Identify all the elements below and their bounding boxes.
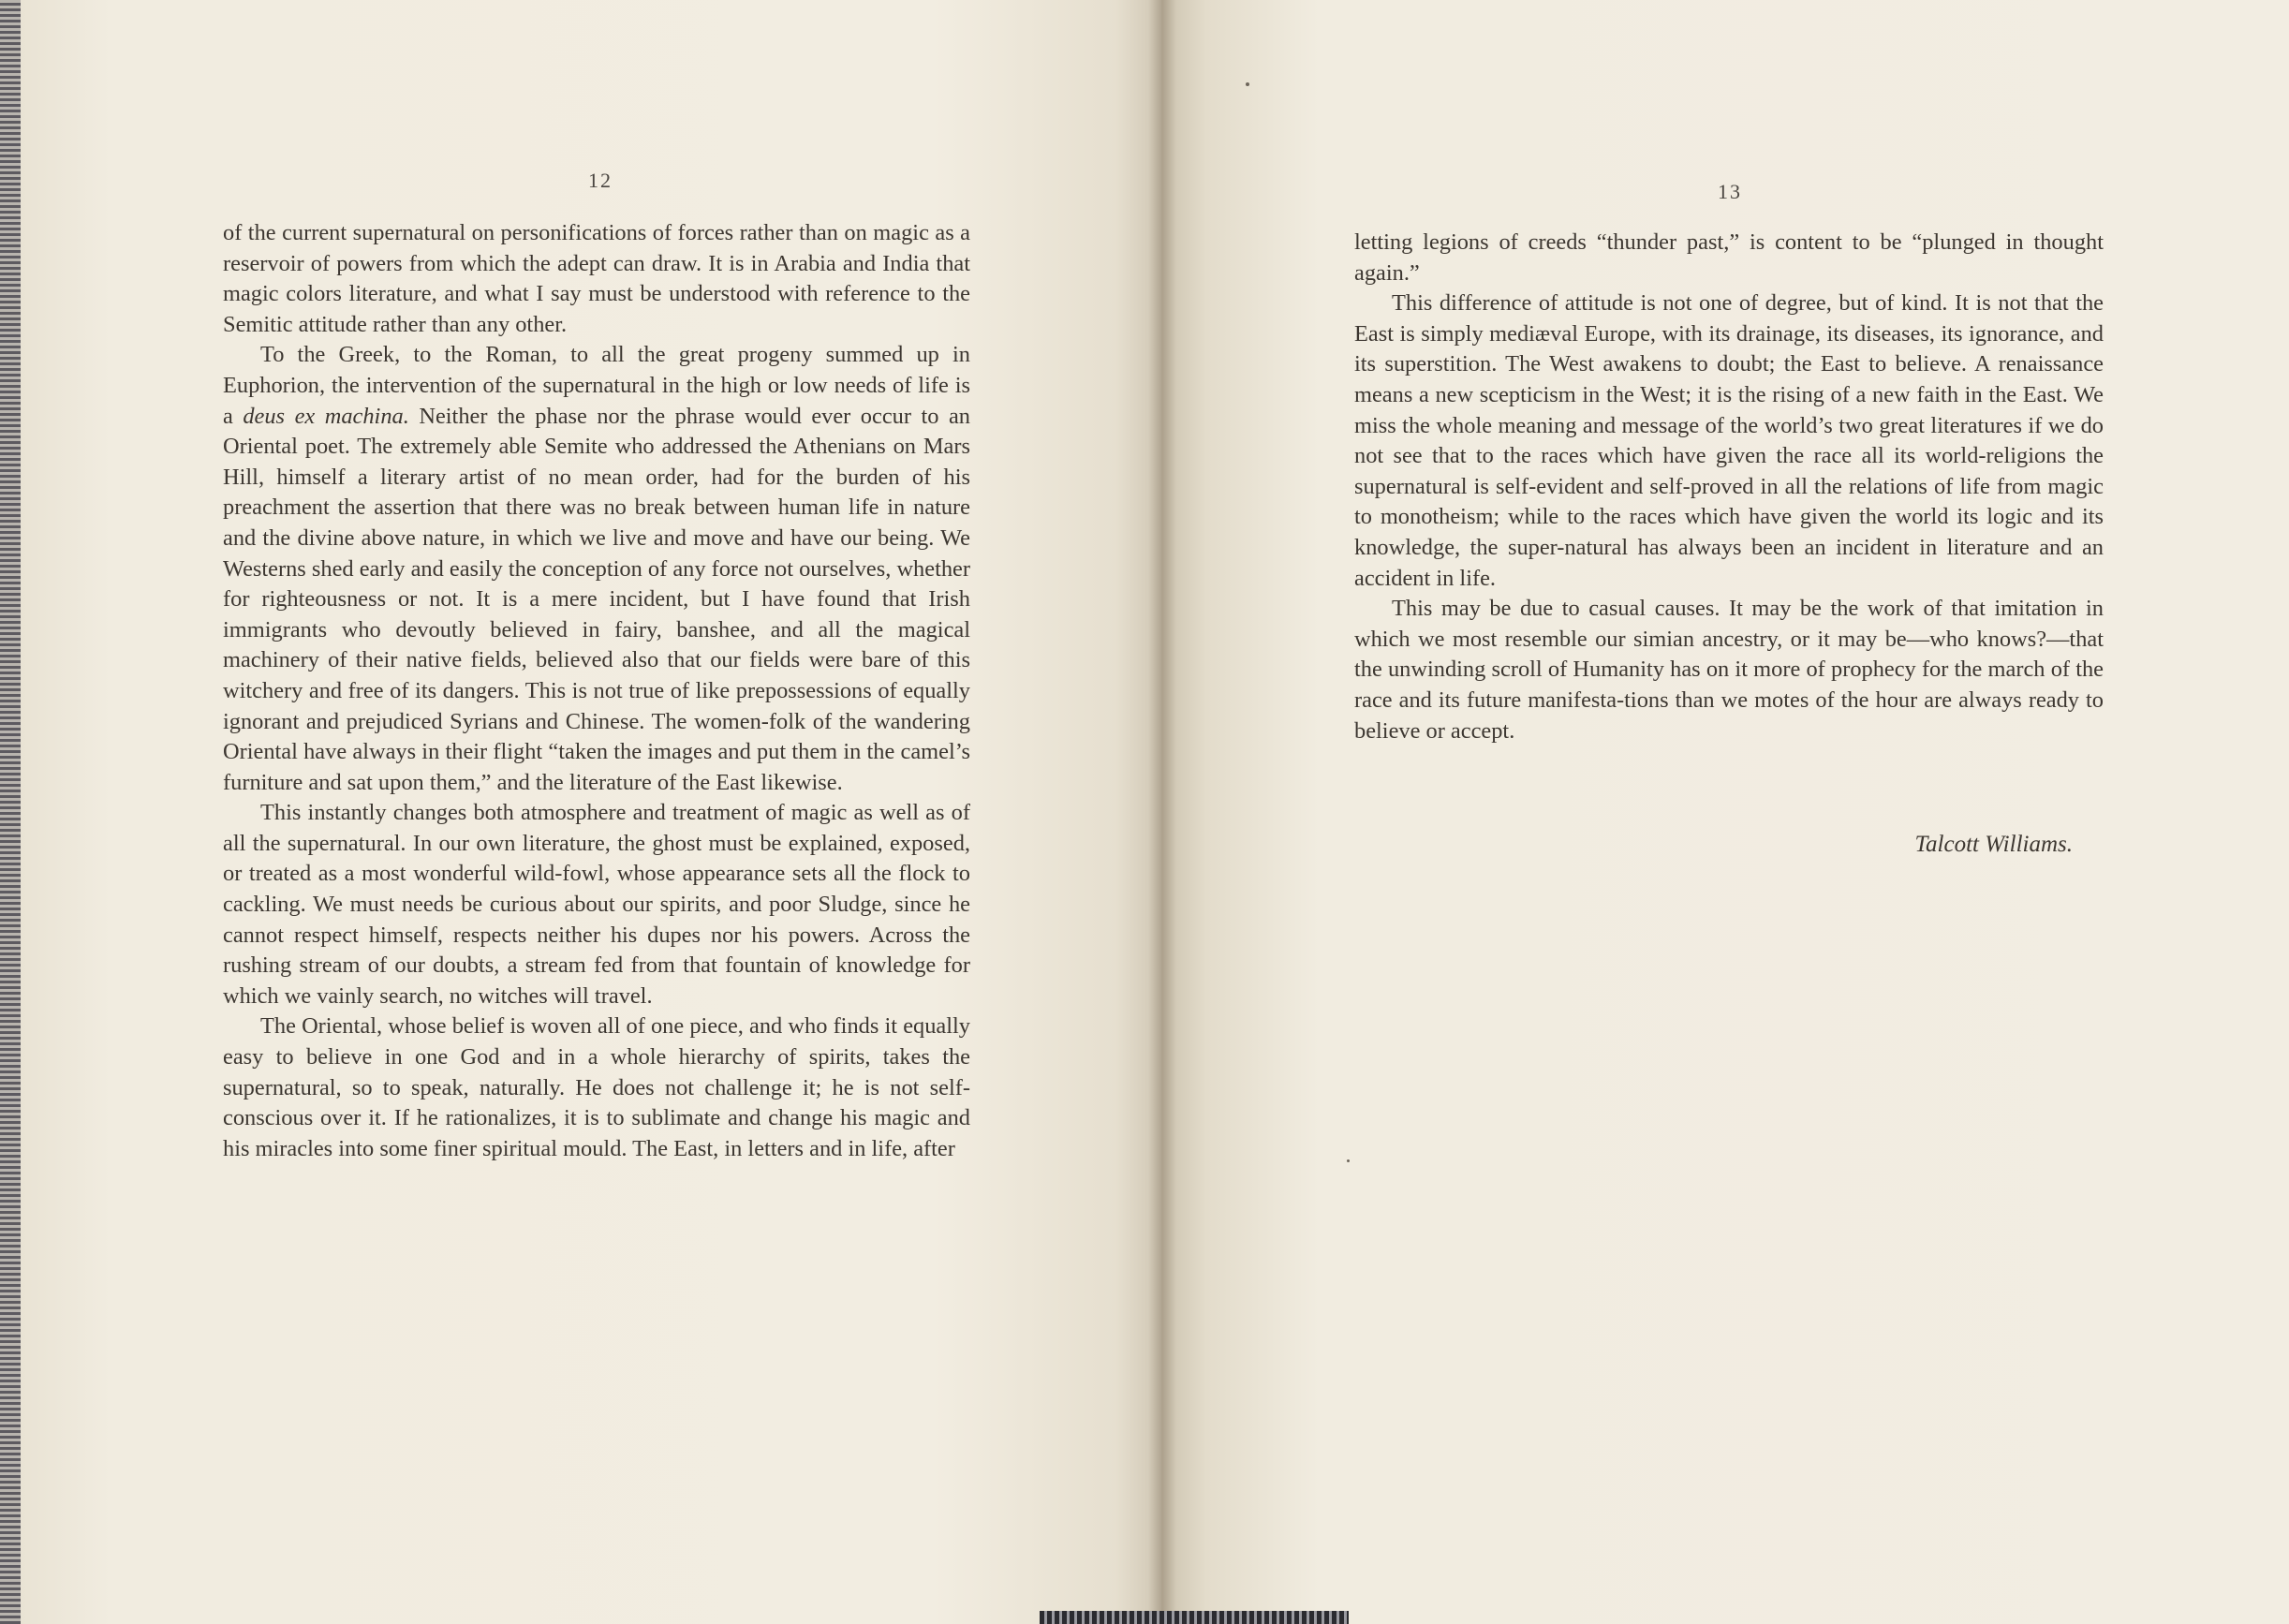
paper-speck	[1347, 1159, 1350, 1162]
paragraph: This may be due to casual causes. It may be the work of that imitation in which we most resemble our simian ancestry, or it may be—who knows?—that the unwinding scroll of Humanity has on it more of prophecy for the march of the race and its future manifesta-tions than we motes of the hour are always ready to believe or accept.	[1354, 596, 2104, 744]
right-page-number: 13	[1718, 180, 1742, 203]
italic-phrase: deus ex machina.	[243, 403, 409, 429]
book-bottom-edge	[1040, 1611, 1349, 1624]
paragraph: This difference of attitude is not one of degree, but of kind. It is not that the East is simply mediæval Europe, with its drainage, its diseases, its ignorance, and its superstition. The West awakens to doubt; the East to believe. A renaissance means a new scepticism in the West; it is the rising of a new faith in the East. We miss the whole meaning and message of the world’s two great literatures if we do not see that to the races which have given the race all its world-religions the supernatural is self-evident and self-proved in all the relations of life from magic to monotheism; while to the races which have given the world its logic and its knowledge, the super-natural has always been an incident in literature and an accident in life.	[1354, 290, 2104, 591]
paragraph: of the current supernatural on personifications of forces rather than on magic as a reservoir of powers from which the adept can draw. It is in Arabia and India that magic colors literature, and what I say must be understood with reference to the Semitic attitude rather than any other.	[223, 220, 970, 337]
paragraph	[223, 340, 970, 798]
right-page-text	[1354, 228, 2104, 746]
author-signature: Talcott Williams.	[1914, 832, 2073, 857]
paragraph: The Oriental, whose belief is woven all of one piece, and who finds it equally easy to believe in one God and in a whole hierarchy of spirits, takes the supernatural, so to speak, naturally. He does not challenge it; he is not self-conscious over it. If he rationalizes, it is to sublimate and change his magic and his miracles into some finer spiritual mould. The East, in letters and in life, after	[223, 1013, 970, 1161]
book-binding-edge	[0, 0, 21, 1624]
page-gutter	[1148, 0, 1176, 1624]
paragraph-text: Neither the phase nor the phrase would ever occur to an Oriental poet. The extremely able Semite who addressed the Athenians on Mars Hill, himself a literary artist of no mean order, had for the burden of his preachment the assertion that there was no break between human life in nature and the divine above nature, in which we live and move and have our being. We Westerns shed early and easily the conception of any force not ourselves, whether for righteousness or not. It is a mere incident, but I have found that Irish immigrants who devoutly believed in fairy, banshee, and all the magical machinery of their native fields, believed also that our fields were bare of this witchery and free of its dangers. This is not true of like prepossessions of equally ignorant and prejudiced Syrians and Chinese. The women-folk of the wandering Oriental have always in their flight “taken the images and put them in the camel’s furniture and sat upon them,” and the literature of the East likewise.	[223, 403, 970, 795]
paragraph: letting legions of creeds “thunder past,” is content to be “plunged in thought again.”	[1354, 229, 2104, 286]
paper-speck	[1246, 82, 1249, 86]
paragraph: This instantly changes both atmosphere and treatment of magic as well as of all the supernatural. In our own literature, the ghost must be explained, exposed, or treated as a most wonderful wild-fowl, whose appearance sets all the flock to cackling. We must needs be curious about our spirits, and poor Sludge, since he cannot respect himself, respects neither his dupes nor his powers. Across the rushing stream of our doubts, a stream fed from that fountain of knowledge for which we vainly search, no witches will travel.	[223, 800, 970, 1009]
paragraph-text: To the Greek, to the Roman, to all the great progeny summed up in Euphorion, the intervention of the supernatural in the high or low needs of life is a	[223, 342, 970, 429]
left-page-text	[223, 218, 970, 1164]
left-page-number: 12	[588, 169, 613, 192]
